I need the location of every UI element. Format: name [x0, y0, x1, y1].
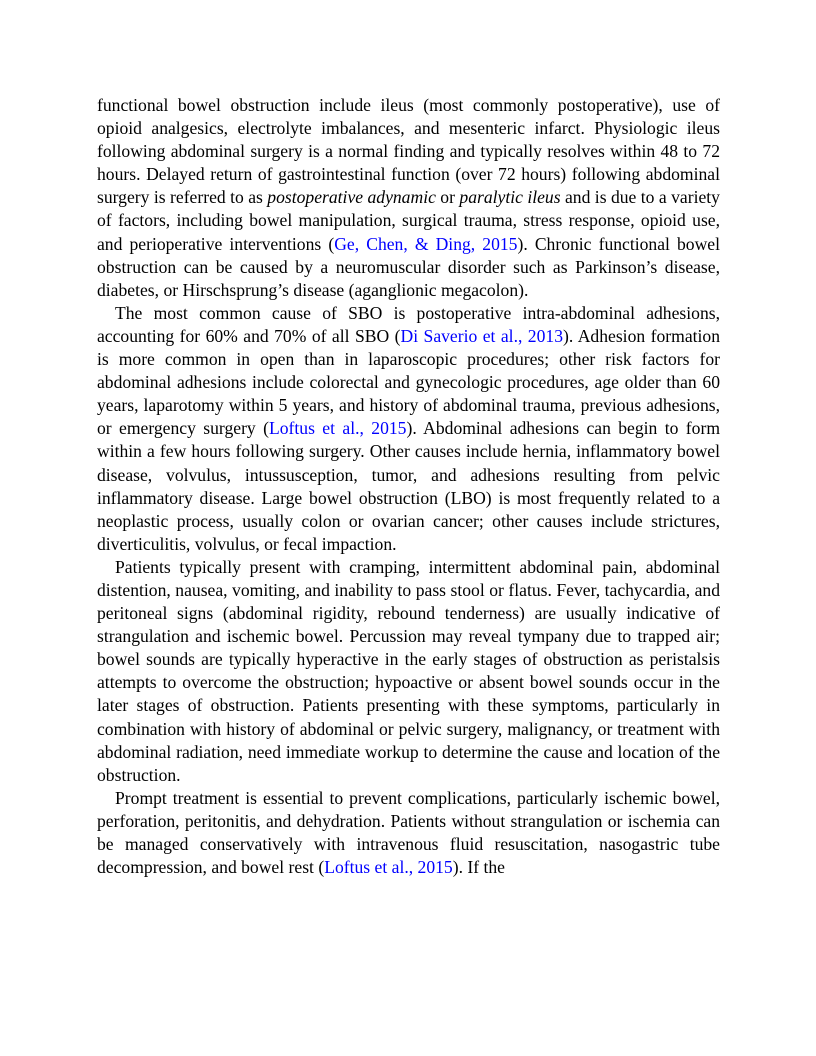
citation-link-loftus-2015[interactable]: Loftus et al., 2015 [268, 418, 407, 439]
citation-link-ge-2015[interactable]: Ge, Chen, & Ding, 2015 [334, 233, 518, 254]
text-segment: ). If the [452, 857, 505, 878]
text-segment: or [435, 187, 460, 208]
text-segment: Patients typically present with cramping, intermittent abdominal pain, abdominal distention, nausea, vomiting, and inability to pass stool or flatus. Fever, tachycardia, and peritoneal signs (abdominal rigidity, rebound tenderness) are usually indicative of strangulation and ischemic bowel. Percussion may reveal tympany due to trapped air; bowel sounds are typically hyperactive in the early stages of obstruction as peristalsis attempts to overcome the obstruction; hypoactive or absent bowel sounds occur in the later stages of obstruction. Patients presenting with these symptoms, particularly in combination with history of abdominal or pelvic surgery, malignancy, or treatment with abdominal radiation, need immediate workup to determine the cause and location of the obstruction. [97, 556, 720, 785]
paragraph-treatment [97, 787, 720, 879]
text-segment: and is due to a variety of factors, including bowel manipulation, surgical trauma, stress response, opioid use, and perioperative interventions ( [97, 187, 720, 254]
citation-link-di-saverio-2013[interactable]: Di Saverio et al., 2013 [400, 325, 563, 346]
paragraph-presentation [97, 556, 720, 787]
text-segment: ). Adhesion formation is more common in open than in laparoscopic procedures; other risk factors for abdominal adhesions include colorectal and gynecologic procedures, age older than 60 years, laparotomy within 5 years, and history of abdominal trauma, previous adhesions, or emergency surgery ( [97, 325, 720, 439]
text-segment: ). Chronic functional bowel obstruction can be caused by a neuromuscular disorder such as Parkinson’s disease, diabetes, or Hirschsprung’s disease (aganglionic megacolon). [97, 233, 720, 300]
document-page [97, 94, 720, 879]
text-segment: The most common cause of SBO is postoperative intra-abdominal adhesions, accounting for 60% and 70% of all SBO ( [97, 302, 720, 346]
text-segment: ). Abdominal adhesions can begin to form within a few hours following surgery. Other causes include hernia, inflammatory bowel disease, volvulus, intussusception, tumor, and adhesions resulting from pelvic inflammatory disease. Large bowel obstruction (LBO) is most frequently related to a neoplastic process, usually colon or ovarian cancer; other causes include strictures, diverticulitis, volvulus, or fecal impaction. [97, 418, 721, 554]
paragraph-functional-obstruction [97, 94, 720, 302]
text-segment: Prompt treatment is essential to prevent complications, particularly ischemic bowel, perforation, peritonitis, and dehydration. Patients without strangulation or ischemia can be managed conservatively with intravenous fluid resuscitation, nasogastric tube decompression, and bowel rest ( [97, 787, 720, 878]
paragraph-sbo-causes [97, 302, 720, 556]
citation-link-loftus-2015[interactable]: Loftus et al., 2015 [324, 857, 453, 878]
italic-term: paralytic ileus [459, 187, 561, 208]
text-segment: functional bowel obstruction include ileus (most commonly postoperative), use of opioid analgesics, electrolyte imbalances, and mesenteric infarct. Physiologic ileus following abdominal surgery is a normal finding and typically resolves within 48 to 72 hours. Delayed return of gastrointestinal function (over 72 hours) following abdominal surgery is referred to as [97, 95, 720, 208]
italic-term: postoperative adynamic [267, 187, 436, 208]
